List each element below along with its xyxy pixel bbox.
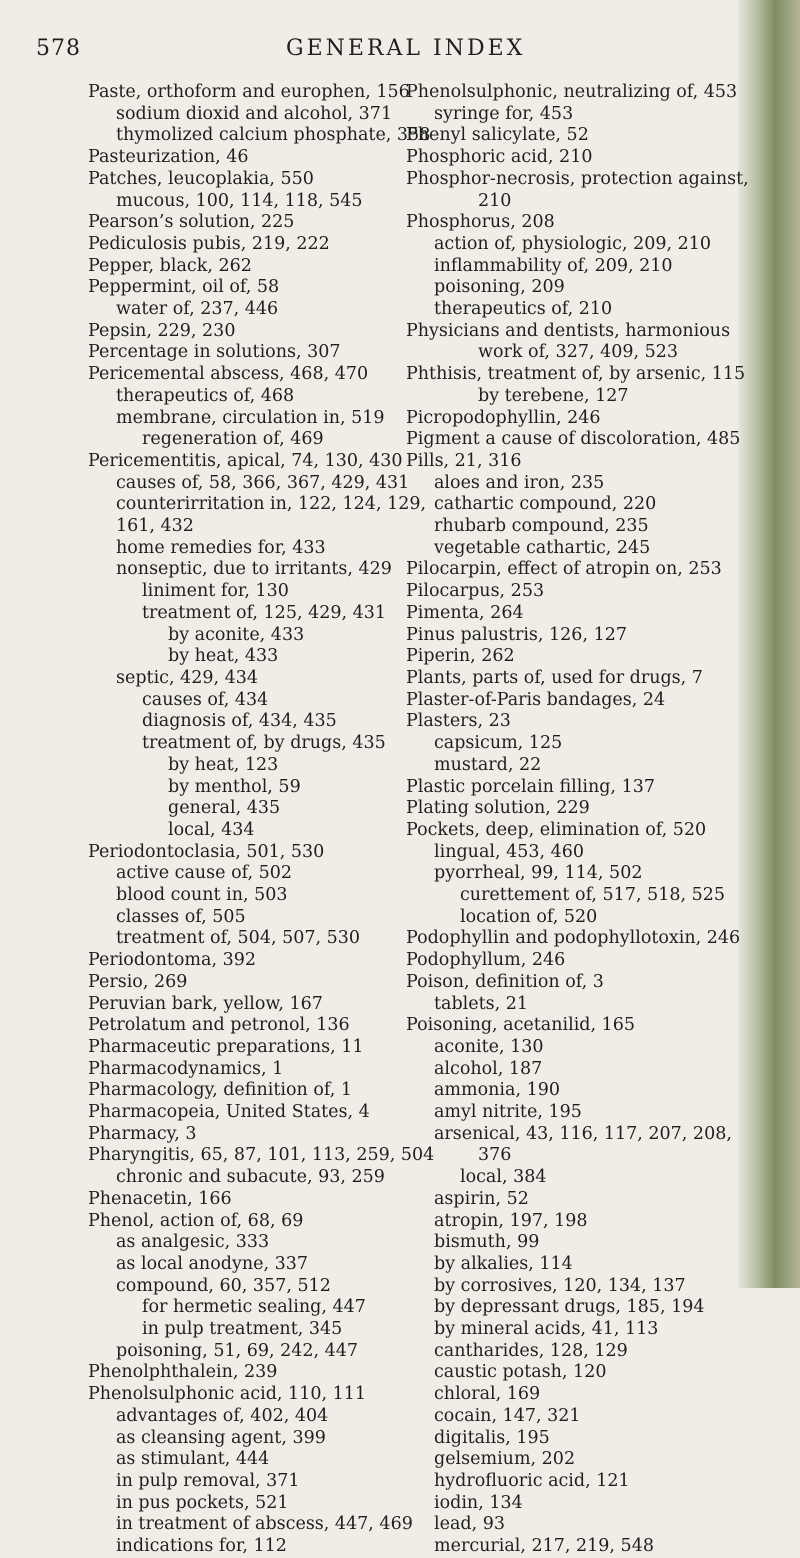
index-subentry: mucous, 100, 114, 118, 545 <box>116 190 363 211</box>
index-subentry: arsenical, 43, 116, 117, 207, 208, <box>434 1123 732 1144</box>
index-subentry: alcohol, 187 <box>434 1058 543 1079</box>
index-subentry: by corrosives, 120, 134, 137 <box>434 1275 686 1296</box>
index-subentry: mercurial, 217, 219, 548 <box>434 1536 654 1557</box>
index-entry: Pepper, black, 262 <box>88 255 252 276</box>
index-subentry: classes of, 505 <box>116 906 246 927</box>
index-entry: Pearson’s solution, 225 <box>88 212 295 233</box>
index-subentry: for hermetic sealing, 447 <box>142 1297 366 1318</box>
index-entry: Pericementitis, apical, 74, 130, 430 <box>88 450 403 471</box>
index-subentry: chloral, 169 <box>434 1384 541 1405</box>
index-subentry: general, 435 <box>168 798 281 819</box>
index-entry: Pills, 21, 316 <box>406 450 522 471</box>
index-subentry: inflammability of, 209, 210 <box>434 255 673 276</box>
page-number: 578 <box>36 36 81 61</box>
index-subentry: gelsemium, 202 <box>434 1449 576 1470</box>
index-entry: Pinus palustris, 126, 127 <box>406 624 627 645</box>
index-entry: Pimenta, 264 <box>406 602 524 623</box>
index-subentry: therapeutics of, 210 <box>434 299 613 320</box>
index-entry: Physicians and dentists, harmonious <box>406 320 731 341</box>
index-entry: Pockets, deep, elimination of, 520 <box>406 819 707 840</box>
index-subentry: chronic and subacute, 93, 259 <box>116 1167 385 1188</box>
index-subentry: location of, 520 <box>460 906 598 927</box>
page-edge-shadow <box>738 0 800 1288</box>
index-subentry: mustard, 22 <box>434 754 542 775</box>
index-subentry: curettement of, 517, 518, 525 <box>460 885 726 906</box>
index-subentry: cantharides, 128, 129 <box>434 1340 628 1361</box>
index-entry: Pericemental abscess, 468, 470 <box>88 364 369 385</box>
index-subentry: aloes and iron, 235 <box>434 472 605 493</box>
index-entry: Pharmacy, 3 <box>88 1123 197 1144</box>
index-entry: Poisoning, acetanilid, 165 <box>406 1015 636 1036</box>
index-column-left <box>88 82 435 1558</box>
index-subentry: local, 434 <box>168 819 255 840</box>
index-entry: Pharmacology, definition of, 1 <box>88 1080 352 1101</box>
index-entry: Phosphoric acid, 210 <box>406 147 593 168</box>
index-subentry: atropin, 197, 198 <box>434 1210 588 1231</box>
index-subentry: water of, 237, 446 <box>116 299 279 320</box>
index-entry: Periodontoclasia, 501, 530 <box>88 841 325 862</box>
index-subentry: causes of, 58, 366, 367, 429, 431 <box>116 472 410 493</box>
index-entry: Phenol, action of, 68, 69 <box>88 1210 304 1231</box>
index-entry: Poison, definition of, 3 <box>406 971 604 992</box>
index-entry: Phosphor-necrosis, protection against, <box>406 168 749 189</box>
index-entry: Persio, 269 <box>88 971 188 992</box>
index-entry: Peppermint, oil of, 58 <box>88 277 280 298</box>
index-entry: Phenolsulphonic acid, 110, 111 <box>88 1384 366 1405</box>
index-entry: Phthisis, treatment of, by arsenic, 115 <box>406 364 746 385</box>
index-entry: Petrolatum and petronol, 136 <box>88 1015 350 1036</box>
index-entry: Picropodophyllin, 246 <box>406 407 601 428</box>
index-entry: Pilocarpus, 253 <box>406 581 545 602</box>
index-subentry: by aconite, 433 <box>168 624 305 645</box>
index-subentry: as cleansing agent, 399 <box>116 1427 326 1448</box>
index-entry: Plasters, 23 <box>406 711 511 732</box>
index-subentry: amyl nitrite, 195 <box>434 1102 582 1123</box>
index-subentry: in treatment of abscess, 447, 469 <box>116 1514 413 1535</box>
index-subentry: liniment for, 130 <box>142 581 289 602</box>
index-subentry: treatment of, 504, 507, 530 <box>116 928 361 949</box>
index-entry: Phosphorus, 208 <box>406 212 555 233</box>
index-entry: Podophyllin and podophyllotoxin, 246 <box>406 928 741 949</box>
index-subentry: nonseptic, due to irritants, 429 <box>116 559 392 580</box>
index-subentry: by depressant drugs, 185, 194 <box>434 1297 705 1318</box>
index-subentry: cocain, 147, 321 <box>434 1405 581 1426</box>
index-subentry: home remedies for, 433 <box>116 537 326 558</box>
index-subentry: thymolized calcium phosphate, 358 <box>116 125 431 146</box>
index-subentry: in pus pockets, 521 <box>116 1492 289 1513</box>
index-subentry: by mineral acids, 41, 113 <box>434 1319 659 1340</box>
index-subentry: tablets, 21 <box>434 993 529 1014</box>
index-subentry: diagnosis of, 434, 435 <box>142 711 337 732</box>
index-entry: Plastic porcelain filling, 137 <box>406 776 655 797</box>
index-subentry: poisoning, 51, 69, 242, 447 <box>116 1340 359 1361</box>
index-subentry: as stimulant, 444 <box>116 1449 270 1470</box>
index-subentry: counterirritation in, 122, 124, 129, <box>116 494 427 515</box>
running-head: GENERAL INDEX <box>286 36 526 61</box>
index-subentry: by heat, 433 <box>168 646 279 667</box>
index-subentry: action of, physiologic, 209, 210 <box>434 233 712 254</box>
index-continuation: work of, 327, 409, 523 <box>478 342 679 363</box>
index-subentry: cathartic compound, 220 <box>434 494 657 515</box>
index-subentry: by alkalies, 114 <box>434 1253 573 1274</box>
index-subentry: aspirin, 52 <box>434 1188 529 1209</box>
index-subentry: membrane, circulation in, 519 <box>116 407 385 428</box>
index-subentry: treatment of, by drugs, 435 <box>142 733 386 754</box>
index-subentry: sodium dioxid and alcohol, 371 <box>116 103 393 124</box>
index-subentry: lingual, 453, 460 <box>434 841 585 862</box>
index-entry: Paste, orthoform and europhen, 156 <box>88 82 410 102</box>
index-subentry: regeneration of, 469 <box>142 429 324 450</box>
index-entry: Pigment a cause of discoloration, 485 <box>406 429 741 450</box>
index-subentry: in pulp treatment, 345 <box>142 1319 343 1340</box>
index-entry: Percentage in solutions, 307 <box>88 342 341 363</box>
index-subentry: capsicum, 125 <box>434 733 563 754</box>
index-subentry: aconite, 130 <box>434 1036 544 1057</box>
index-subentry: in pulp removal, 371 <box>116 1471 300 1491</box>
index-subentry: active cause of, 502 <box>116 863 292 884</box>
index-subentry: advantages of, 402, 404 <box>116 1405 329 1426</box>
index-entry: Patches, leucoplakia, 550 <box>88 168 314 189</box>
index-subentry: digitalis, 195 <box>434 1427 550 1448</box>
index-entry: Phenolphthalein, 239 <box>88 1362 278 1383</box>
index-subentry: as analgesic, 333 <box>116 1232 270 1253</box>
index-entry: Pharmacopeia, United States, 4 <box>88 1102 370 1123</box>
index-entry: Phenyl salicylate, 52 <box>406 125 589 146</box>
index-entry: Phenolsulphonic, neutralizing of, 453 <box>406 82 738 102</box>
index-subentry: iodin, 134 <box>434 1492 523 1513</box>
index-entry: Periodontoma, 392 <box>88 950 256 971</box>
index-entry: Pharyngitis, 65, 87, 101, 113, 259, 504 <box>88 1145 435 1166</box>
index-subentry: lead, 93 <box>434 1514 505 1535</box>
index-subentry: rhubarb compound, 235 <box>434 516 649 537</box>
index-entry: Pediculosis pubis, 219, 222 <box>88 233 330 254</box>
index-entry: Podophyllum, 246 <box>406 950 566 971</box>
index-subentry: bismuth, 99 <box>434 1232 540 1253</box>
index-entry: Plants, parts of, used for drugs, 7 <box>406 667 703 688</box>
index-entry: Piperin, 262 <box>406 646 515 667</box>
index-subentry: as local anodyne, 337 <box>116 1253 308 1274</box>
index-continuation: 376 <box>478 1145 512 1166</box>
index-continuation: 161, 432 <box>116 516 194 537</box>
index-entry: Peruvian bark, yellow, 167 <box>88 993 323 1014</box>
index-subentry: by menthol, 59 <box>168 776 301 797</box>
index-subentry: treatment of, 125, 429, 431 <box>142 602 387 623</box>
index-subentry: syringe for, 453 <box>434 103 574 124</box>
index-continuation: 210 <box>478 190 512 211</box>
index-subentry: indications for, 112 <box>116 1536 287 1557</box>
index-subentry: local, 384 <box>460 1167 547 1188</box>
index-column-right <box>406 82 749 1558</box>
index-entry: Plating solution, 229 <box>406 798 590 819</box>
index-subentry: ammonia, 190 <box>434 1080 560 1101</box>
index-subentry: caustic potash, 120 <box>434 1362 607 1383</box>
index-subentry: vegetable cathartic, 245 <box>434 537 651 558</box>
index-subentry: hydrofluoric acid, 121 <box>434 1471 630 1491</box>
index-subentry: pyorrheal, 99, 114, 502 <box>434 863 643 884</box>
index-subentry: compound, 60, 357, 512 <box>116 1275 331 1296</box>
index-subentry: by heat, 123 <box>168 754 279 775</box>
index-entry: Plaster-of-Paris bandages, 24 <box>406 689 666 710</box>
index-continuation: by terebene, 127 <box>478 385 629 406</box>
index-entry: Pharmaceutic preparations, 11 <box>88 1036 364 1057</box>
index-entry: Pepsin, 229, 230 <box>88 320 236 341</box>
index-entry: Pharmacodynamics, 1 <box>88 1058 284 1079</box>
index-subentry: poisoning, 209 <box>434 277 565 298</box>
index-entry: Pasteurization, 46 <box>88 147 249 168</box>
index-entry: Pilocarpin, effect of atropin on, 253 <box>406 559 722 580</box>
index-subentry: septic, 429, 434 <box>116 667 259 688</box>
index-subentry: blood count in, 503 <box>116 885 288 906</box>
index-entry: Phenacetin, 166 <box>88 1188 232 1209</box>
page-header <box>36 36 736 66</box>
index-subentry: therapeutics of, 468 <box>116 385 295 406</box>
index-subentry: causes of, 434 <box>142 689 269 710</box>
